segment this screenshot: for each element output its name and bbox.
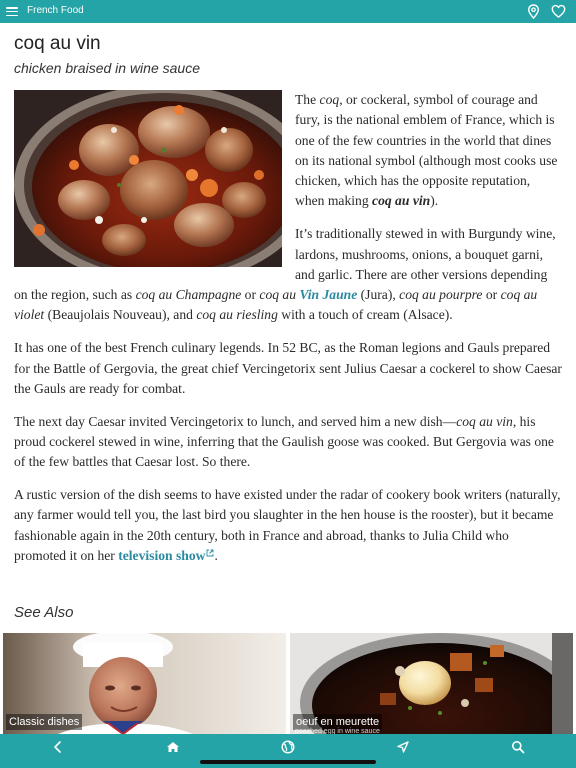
- heart-icon[interactable]: [551, 4, 566, 19]
- paragraph-2: It’s traditionally stewed in with Burgundy wine, lardons, mushrooms, onions, a bouquet garni, and garlic. There are other versions depending on the region, such as coq au Champagne or coq au Vin Jaune (Jura), coq au pourpre or coq au violet (Beaujolais Nouveau), and coq au riesling with a touch of cream (Alsace).: [14, 226, 556, 323]
- see-also-cards: [3, 633, 573, 734]
- see-also-card-oeuf-en-meurette[interactable]: [290, 633, 573, 734]
- search-icon[interactable]: [510, 739, 526, 755]
- card-label: oeuf en meurette: [293, 714, 382, 730]
- vin-jaune-link[interactable]: Vin Jaune: [299, 287, 358, 303]
- navigation-arrow-icon[interactable]: [395, 739, 411, 755]
- paragraph-3: It has one of the best French culinary legends. In 52 BC, as the Roman legions and Gauls prepared for the Battle of Gergovia, the great chief Vercingetorix sent Julius Caesar a cockerel to show Caesar the Gauls are ready for combat.: [14, 340, 562, 396]
- globe-icon[interactable]: [280, 739, 296, 755]
- article-subtitle: chicken braised in wine sauce: [14, 60, 200, 76]
- card-label: Classic dishes: [6, 714, 82, 730]
- see-also-card-classic-dishes[interactable]: [3, 633, 286, 734]
- card-sublabel: poached egg in wine sauce: [295, 728, 380, 734]
- article-title: coq au vin: [14, 33, 101, 54]
- paragraph-4: The next day Caesar invited Vercingetorix to lunch, and served him a new dish—coq au vin, his proud cockerel stewed in wine, inferring that the Gaulish goose was cooked. But Gergovia was one of the few battles that Caesar lost. So there.: [14, 413, 554, 470]
- map-pin-icon[interactable]: [527, 4, 540, 19]
- app-title: French Food: [27, 5, 84, 16]
- paragraph-1: The coq, or cockeral, symbol of courage and fury, is the national emblem of France, which is one of the few countries in the world that dines on its national symbol (although most cooks use chicken, which has the opposite reputation, when making coq au vin).: [295, 92, 558, 209]
- hamburger-menu-icon[interactable]: [6, 7, 18, 16]
- see-also-heading: See Also: [14, 604, 74, 621]
- chevron-left-icon[interactable]: [50, 739, 66, 755]
- paragraph-5: A rustic version of the dish seems to have existed under the radar of cookery book writers (naturally, any farmer would tell you, the last bird you slaughter in the hen house is the rooster), but it became fashionable again in the 20th century, both in France and abroad, thanks to Julia Child who promoted it on her television show .: [14, 487, 561, 563]
- television-show-link[interactable]: television show: [118, 548, 214, 563]
- home-icon[interactable]: [165, 739, 181, 755]
- home-indicator[interactable]: [200, 760, 376, 764]
- article-content[interactable]: [0, 23, 576, 734]
- article-body: [14, 90, 562, 579]
- top-app-bar: [0, 0, 576, 23]
